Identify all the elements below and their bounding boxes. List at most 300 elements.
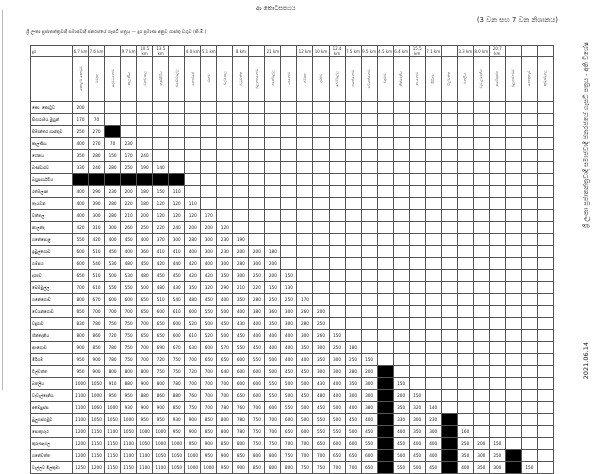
fare-cell: 550: [201, 306, 217, 318]
fare-cell: 400: [137, 234, 153, 246]
fare-cell: [361, 234, 377, 246]
fare-cell: 1000: [137, 426, 153, 438]
fare-cell: [457, 342, 473, 354]
column-label-text: වෑවැල්දෙනිය: [479, 68, 484, 89]
column-label-text: බුලුගහගොඩ: [254, 68, 259, 89]
fare-cell: 850: [169, 402, 185, 414]
fare-cell: 260: [313, 330, 329, 342]
fare-cell: [361, 102, 377, 114]
fare-cell: 650: [233, 390, 249, 402]
fare-cell: 280: [105, 198, 121, 210]
fare-cell: 700: [121, 306, 137, 318]
fare-cell: [473, 198, 489, 210]
fare-cell: 800: [249, 450, 265, 462]
fare-cell: [281, 174, 297, 186]
fare-cell: 670: [89, 294, 105, 306]
fare-cell: 150: [153, 186, 169, 198]
fare-cell: 400: [121, 246, 137, 258]
fare-cell: [489, 306, 505, 318]
fare-cell: [313, 174, 329, 186]
table-row: [31, 246, 554, 258]
fare-cell: [441, 222, 457, 234]
fare-cell: 750: [105, 318, 121, 330]
fare-cell: 150: [489, 438, 505, 450]
fare-cell: 450: [249, 342, 265, 354]
fare-cell: [489, 378, 505, 390]
fare-cell: 180: [137, 198, 153, 210]
fare-cell: [489, 138, 505, 150]
fare-cell: [377, 162, 393, 174]
fare-cell: [361, 198, 377, 210]
fare-cell: 860: [89, 330, 105, 342]
row-station-label: වෑවැල්දෙනිය: [31, 390, 73, 402]
fare-cell: [441, 366, 457, 378]
table-row: [31, 258, 554, 270]
fare-cell: [473, 342, 489, 354]
fare-cell: 780: [89, 318, 105, 330]
fare-cell: [345, 330, 361, 342]
fare-cell: [313, 294, 329, 306]
fare-cell: 350: [233, 294, 249, 306]
fare-cell: [489, 126, 505, 138]
fare-cell: [489, 222, 505, 234]
fare-cell: [329, 174, 345, 186]
fare-cell: [473, 186, 489, 198]
fare-cell: [329, 126, 345, 138]
fare-cell: [329, 162, 345, 174]
row-station-label: වේයන්ගොඩ: [31, 306, 73, 318]
fare-cell: [281, 138, 297, 150]
fare-cell: 800: [217, 414, 233, 426]
fare-cell: [281, 114, 297, 126]
fare-cell: [361, 150, 377, 162]
fare-cell: [409, 150, 425, 162]
fare-cell: [425, 186, 441, 198]
fare-cell: [393, 102, 409, 114]
column-label-cell: [393, 57, 409, 102]
fare-cell: [281, 150, 297, 162]
fare-cell: [185, 150, 201, 162]
fare-cell: 760: [233, 402, 249, 414]
fare-cell: [457, 234, 473, 246]
fare-cell: 200: [185, 222, 201, 234]
fare-cell: [265, 222, 281, 234]
fare-cell: [505, 366, 521, 378]
blocked-cell: [153, 174, 169, 186]
fare-cell: [377, 234, 393, 246]
fare-cell: [169, 162, 185, 174]
fare-cell: 600: [169, 330, 185, 342]
fare-cell: 930: [169, 414, 185, 426]
fare-cell: [521, 342, 537, 354]
distance-header-cell: 8 km: [233, 46, 249, 57]
fare-cell: [201, 114, 217, 126]
fare-cell: [521, 150, 537, 162]
distance-header-cell: 7.1 km: [425, 46, 441, 57]
fare-cell: [329, 222, 345, 234]
fare-cell: 250: [489, 450, 505, 462]
fare-cell: 70: [89, 114, 105, 126]
fare-cell: 700: [265, 414, 281, 426]
fare-cell: [233, 174, 249, 186]
fare-cell: [249, 102, 265, 114]
fare-cell: [393, 162, 409, 174]
fare-cell: 750: [249, 426, 265, 438]
table-row: [31, 342, 554, 354]
column-label-cell: [89, 57, 105, 102]
fare-cell: 850: [217, 438, 233, 450]
fare-cell: 70: [105, 138, 121, 150]
fare-cell: 780: [217, 402, 233, 414]
fare-cell: [185, 162, 201, 174]
fare-cell: [537, 342, 553, 354]
fare-cell: [457, 306, 473, 318]
fare-cell: [345, 186, 361, 198]
fare-cell: 1050: [89, 414, 105, 426]
fare-cell: 280: [233, 258, 249, 270]
fare-cell: [297, 222, 313, 234]
fare-cell: [377, 282, 393, 294]
fare-cell: [393, 294, 409, 306]
fare-cell: [281, 162, 297, 174]
row-station-label: ඉඹුල්ගොඩ: [31, 246, 73, 258]
fare-cell: 170: [297, 294, 313, 306]
fare-cell: [345, 210, 361, 222]
fare-cell: 420: [185, 270, 201, 282]
fare-cell: 400: [73, 198, 89, 210]
fare-cell: 200: [265, 270, 281, 282]
fare-cell: 540: [89, 258, 105, 270]
fare-cell: [537, 294, 553, 306]
fare-cell: [505, 102, 521, 114]
fare-cell: 700: [137, 354, 153, 366]
fare-cell: [425, 378, 441, 390]
fare-cell: 430: [169, 282, 185, 294]
fare-cell: 450: [217, 318, 233, 330]
fare-cell: 950: [169, 426, 185, 438]
fare-cell: 400: [409, 438, 425, 450]
fare-cell: [457, 186, 473, 198]
table-row: [31, 234, 554, 246]
fare-cell: [489, 354, 505, 366]
fare-cell: 930: [121, 402, 137, 414]
fare-cell: 600: [249, 378, 265, 390]
row-station-label: බණ්ඩාරව: [31, 162, 73, 174]
fare-cell: 450: [297, 390, 313, 402]
fare-cell: [537, 378, 553, 390]
fare-cell: 150: [361, 354, 377, 366]
fare-cell: [505, 162, 521, 174]
fare-cell: 1100: [137, 462, 153, 474]
fare-cell: [441, 126, 457, 138]
fare-cell: 300: [89, 210, 105, 222]
fare-cell: [425, 162, 441, 174]
column-label-text: දරළුව: [318, 74, 323, 83]
fare-cell: 700: [265, 426, 281, 438]
fare-cell: 300: [409, 414, 425, 426]
fare-cell: 900: [201, 438, 217, 450]
fare-cell: [537, 282, 553, 294]
fare-cell: [121, 126, 137, 138]
fare-cell: [377, 102, 393, 114]
fare-cell: [505, 270, 521, 282]
fare-table: [30, 45, 554, 474]
fare-cell: [153, 150, 169, 162]
fare-cell: 1000: [105, 402, 121, 414]
fare-cell: [393, 366, 409, 378]
table-row: [31, 354, 554, 366]
fare-cell: [425, 342, 441, 354]
fare-cell: 420: [153, 258, 169, 270]
fare-cell: [537, 210, 553, 222]
fare-cell: [345, 258, 361, 270]
fare-cell: [537, 402, 553, 414]
distance-header-cell: 21 km: [265, 46, 281, 57]
fare-cell: [425, 354, 441, 366]
fare-cell: [281, 246, 297, 258]
column-label-cell: [217, 57, 233, 102]
fare-cell: 120: [217, 222, 233, 234]
fare-cell: 400: [329, 378, 345, 390]
row-station-label: බතලීය: [31, 378, 73, 390]
fare-cell: 220: [249, 282, 265, 294]
fare-cell: 250: [281, 294, 297, 306]
fare-cell: 880: [137, 390, 153, 402]
fare-cell: 280: [249, 294, 265, 306]
fare-cell: 600: [153, 306, 169, 318]
fare-cell: 300: [361, 378, 377, 390]
row-station-label: වඳුරාව: [31, 318, 73, 330]
fare-cell: 700: [73, 282, 89, 294]
fare-cell: 1000: [121, 414, 137, 426]
fare-cell: 650: [361, 462, 377, 474]
fare-cell: 750: [185, 402, 201, 414]
fare-cell: [377, 306, 393, 318]
fare-cell: [217, 198, 233, 210]
fare-cell: [521, 138, 537, 150]
fare-cell: [457, 354, 473, 366]
fare-cell: 450: [153, 270, 169, 282]
fare-cell: [345, 150, 361, 162]
fare-cell: [473, 282, 489, 294]
fare-cell: [169, 114, 185, 126]
fare-cell: [249, 126, 265, 138]
fare-cell: [345, 174, 361, 186]
fare-cell: [457, 138, 473, 150]
fare-cell: 750: [249, 414, 265, 426]
fare-cell: [537, 258, 553, 270]
fare-cell: [441, 114, 457, 126]
fare-cell: 700: [89, 306, 105, 318]
fare-cell: [217, 138, 233, 150]
fare-cell: 780: [169, 378, 185, 390]
fare-cell: 200: [313, 306, 329, 318]
fare-cell: 780: [105, 342, 121, 354]
fare-cell: 450: [345, 414, 361, 426]
fare-cell: 230: [105, 186, 121, 198]
fare-cell: 1100: [153, 462, 169, 474]
column-label-cell: [345, 57, 361, 102]
fare-cell: [393, 150, 409, 162]
fare-cell: [457, 102, 473, 114]
fare-cell: 610: [185, 330, 201, 342]
fare-cell: 900: [153, 402, 169, 414]
fare-cell: [457, 114, 473, 126]
fare-cell: [345, 282, 361, 294]
fare-cell: [217, 126, 233, 138]
fare-cell: 160: [457, 426, 473, 438]
fare-cell: 1150: [105, 450, 121, 462]
table-row: [31, 318, 554, 330]
fare-cell: 500: [281, 390, 297, 402]
fare-cell: 250: [121, 162, 137, 174]
fare-cell: 600: [281, 414, 297, 426]
fare-cell: 300: [473, 450, 489, 462]
distance-header-cell: [169, 46, 185, 57]
column-label-text: ගම්පහ: [302, 73, 307, 84]
column-label-text: වඳුරාව: [383, 73, 388, 84]
column-label-text: ගනේමුල්ල: [270, 70, 275, 87]
fare-cell: [377, 210, 393, 222]
fare-cell: 780: [233, 414, 249, 426]
fare-cell: 120: [185, 210, 201, 222]
fare-cell: 450: [425, 462, 441, 474]
fare-cell: [265, 162, 281, 174]
fare-cell: 780: [105, 354, 121, 366]
column-label-cell: [489, 57, 505, 102]
fare-cell: [249, 174, 265, 186]
fare-cell: 950: [105, 390, 121, 402]
table-row: [31, 450, 554, 462]
column-label-cell: [441, 57, 457, 102]
distance-header-cell: 15.5 km: [409, 46, 425, 57]
fare-cell: 1200: [89, 462, 105, 474]
fare-cell: [537, 450, 553, 462]
fare-cell: [537, 414, 553, 426]
fare-cell: 510: [153, 294, 169, 306]
fare-cell: [409, 258, 425, 270]
column-label-cell: [249, 57, 265, 102]
fare-cell: 450: [297, 366, 313, 378]
fare-cell: 500: [297, 378, 313, 390]
fare-cell: 600: [121, 294, 137, 306]
row-station-label: ආංගොඩ: [31, 342, 73, 354]
fare-cell: 700: [313, 450, 329, 462]
fare-cell: [489, 234, 505, 246]
schedule-reference: (3 වන සහ 7 වන නිශානය): [476, 16, 558, 24]
fare-cell: [409, 354, 425, 366]
fare-cell: 550: [313, 426, 329, 438]
fare-cell: [297, 198, 313, 210]
fare-cell: [537, 426, 553, 438]
fare-cell: 400: [281, 342, 297, 354]
fare-cell: [537, 234, 553, 246]
fare-cell: 250: [137, 222, 153, 234]
fare-cell: [313, 222, 329, 234]
fare-cell: 300: [361, 390, 377, 402]
fare-cell: [425, 198, 441, 210]
fare-cell: [121, 102, 137, 114]
fare-cell: 500: [217, 306, 233, 318]
fare-cell: [393, 342, 409, 354]
fare-cell: [265, 234, 281, 246]
fare-cell: [521, 402, 537, 414]
row-station-label: වත්තල: [31, 210, 73, 222]
fare-cell: [537, 438, 553, 450]
fare-cell: [441, 270, 457, 282]
fare-cell: 700: [201, 390, 217, 402]
fare-cell: 510: [89, 246, 105, 258]
column-label-text: යාගොඩ: [286, 72, 291, 85]
fare-cell: [313, 162, 329, 174]
fare-cell: 550: [265, 390, 281, 402]
fare-cell: [457, 210, 473, 222]
row-station-label: හේනය: [31, 150, 73, 162]
fare-cell: 600: [233, 378, 249, 390]
fare-cell: 500: [217, 330, 233, 342]
fare-cell: 390: [89, 198, 105, 210]
fare-cell: [377, 294, 393, 306]
fare-cell: [425, 102, 441, 114]
fare-cell: [377, 318, 393, 330]
fare-cell: [393, 210, 409, 222]
fare-cell: 950: [217, 462, 233, 474]
fare-cell: 1150: [121, 462, 137, 474]
fare-cell: 750: [169, 366, 185, 378]
fare-cell: 200: [73, 102, 89, 114]
fare-cell: 220: [121, 198, 137, 210]
fare-cell: [537, 150, 553, 162]
fare-cell: [409, 198, 425, 210]
column-label-cell: [153, 57, 169, 102]
distance-header-cell: 9.5 km: [361, 46, 377, 57]
fare-cell: [457, 330, 473, 342]
fare-cell: [361, 282, 377, 294]
column-label-cell: [169, 57, 185, 102]
fare-cell: 700: [185, 354, 201, 366]
fare-cell: [505, 210, 521, 222]
fare-cell: 400: [73, 138, 89, 150]
fare-cell: [313, 234, 329, 246]
column-label-text: හුණුපිටිය: [158, 71, 163, 86]
fare-cell: 950: [137, 414, 153, 426]
fare-cell: 800: [73, 330, 89, 342]
fare-cell: [297, 174, 313, 186]
fare-cell: 500: [201, 318, 217, 330]
column-label-cell: [521, 57, 537, 102]
fare-cell: [537, 174, 553, 186]
fare-cell: [425, 174, 441, 186]
fare-cell: [425, 330, 441, 342]
fare-cell: [505, 402, 521, 414]
row-station-label: කුරුණෑගල: [31, 438, 73, 450]
table-row: [31, 102, 554, 114]
table-row: [31, 462, 554, 474]
fare-cell: [249, 210, 265, 222]
fare-cell: 900: [185, 414, 201, 426]
fare-cell: [457, 402, 473, 414]
fare-cell: [521, 450, 537, 462]
fare-cell: [441, 162, 457, 174]
fare-cell: 230: [217, 246, 233, 258]
column-label-cell: [537, 57, 553, 102]
fare-cell: 1000: [153, 426, 169, 438]
fare-cell: 300: [329, 354, 345, 366]
fare-cell: [153, 102, 169, 114]
fare-cell: [473, 234, 489, 246]
fare-cell: 120: [153, 210, 169, 222]
table-row: [31, 282, 554, 294]
